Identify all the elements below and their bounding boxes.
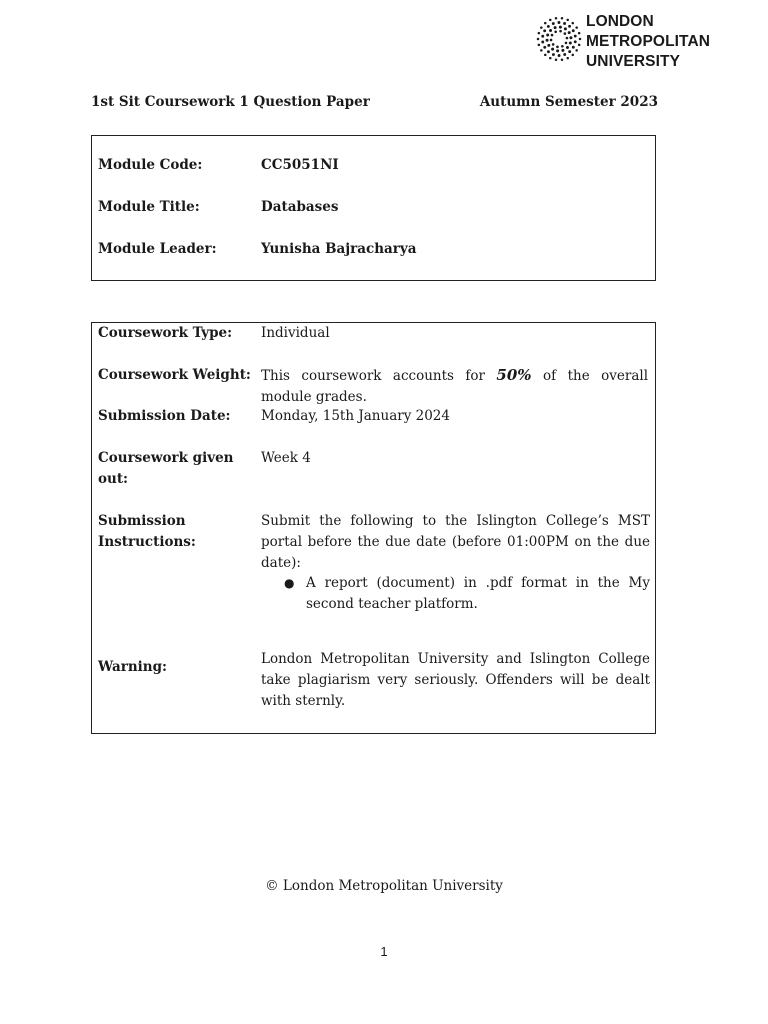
module-title-value: Databases [261, 199, 339, 215]
logo-wordmark [586, 12, 710, 72]
instructions-text: Submit the following to the Islington College’s MST portal before the due date (before 01:00PM on the due date): [261, 513, 650, 571]
logo-line-2: METROPOLITAN [586, 33, 711, 50]
bullet-icon: ● [284, 576, 295, 590]
instructions-bullet-item: A report (document) in .pdf format in the My second teacher platform. [306, 575, 650, 612]
instructions-label-line-2: Instructions: [98, 534, 196, 550]
coursework-type-value: Individual [261, 325, 330, 341]
warning-label: Warning: [98, 659, 168, 675]
weight-text-pre: This coursework accounts for [261, 368, 485, 384]
module-title-label: Module Title: [98, 199, 200, 215]
given-out-value: Week 4 [261, 450, 311, 466]
weight-percentage: 50% [496, 366, 532, 384]
page-number: 1 [380, 944, 388, 959]
submission-date-value: Monday, 15th January 2024 [261, 408, 450, 424]
weight-text-post: of the overall module grades. [261, 368, 649, 405]
given-out-label-line-1: Coursework given [98, 450, 234, 466]
instructions-label-line-1: Submission [98, 513, 186, 529]
copyright-notice: © London Metropolitan University [265, 878, 503, 894]
coursework-type-label: Coursework Type: [98, 325, 233, 341]
module-code-label: Module Code: [98, 157, 203, 173]
module-info-box [91, 135, 656, 281]
coursework-weight-label: Coursework Weight: [98, 367, 251, 383]
submission-date-label: Submission Date: [98, 408, 231, 424]
module-leader-label: Module Leader: [98, 241, 217, 257]
university-logo [536, 12, 726, 68]
coursework-info-box [91, 322, 656, 734]
logo-line-3: UNIVERSITY [586, 53, 681, 70]
warning-text: London Metropolitan University and Islington College take plagiarism very seriously. Offenders will be dealt with sternly. [261, 651, 650, 709]
semester-label: Autumn Semester 2023 [479, 94, 658, 110]
paper-title: 1st Sit Coursework 1 Question Paper [91, 94, 370, 110]
module-leader-value: Yunisha Bajracharya [261, 241, 417, 257]
given-out-label-line-2: out: [98, 471, 129, 487]
module-code-value: CC5051NI [261, 157, 339, 173]
coursework-weight-value [261, 365, 648, 408]
logo-line-1: LONDON [586, 13, 654, 30]
dot-ring-logo-icon [536, 12, 582, 66]
